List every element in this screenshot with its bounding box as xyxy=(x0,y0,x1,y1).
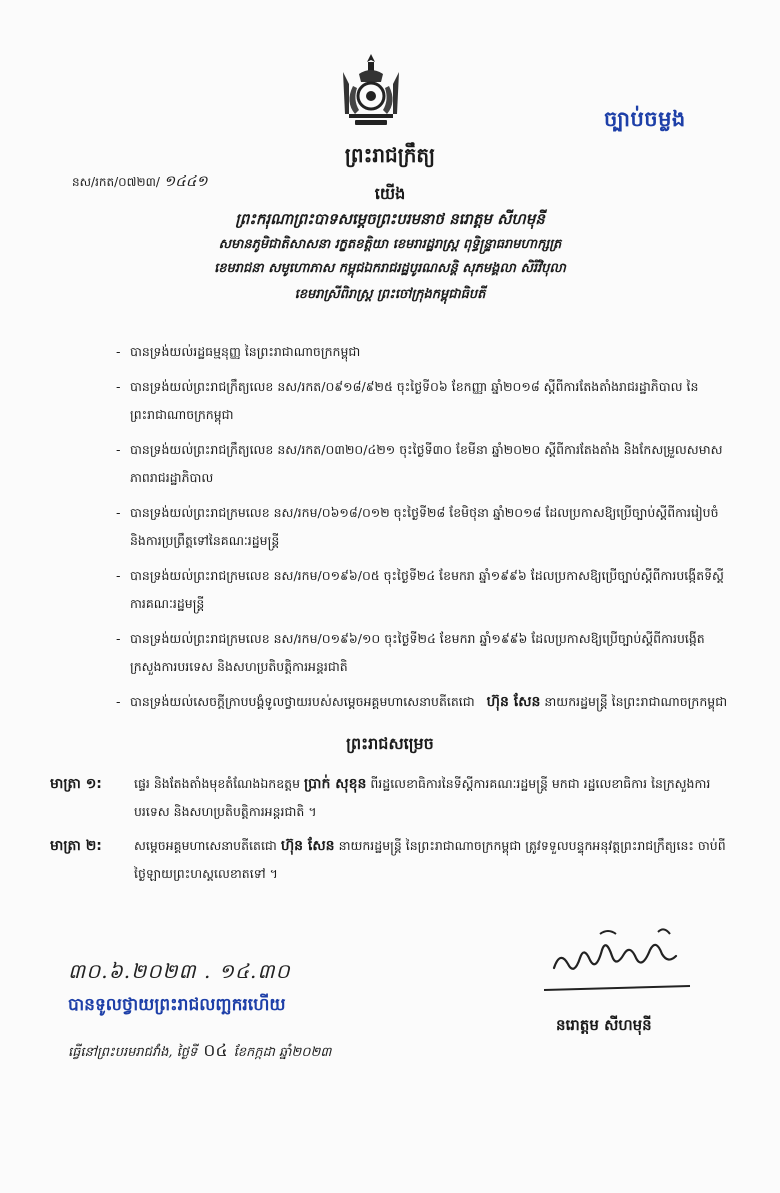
place-and-date: ធ្វើនៅព្រះបរមរាជវាំង, ថ្ងៃទី ០៤ ខែកក្កដា ឆ្នាំ២០២៣ xyxy=(68,1041,332,1061)
article-2-body: សម្តេចអគ្គមហាសេនាបតីតេជោ ហ៊ុន សែន នាយករដ្ឋមន្ត្រី នៃព្រះរាជាណាចក្រកម្ពុជា ត្រូវទទួលបន្ទុកអនុវត្តព្រះរាជក្រឹត្យនេះ ចាប់ពីថ្ងៃឡាយព្រះហស្តលេខាតទៅ ។ xyxy=(134,838,726,881)
reference-handwritten: ១៤៤១ xyxy=(163,172,208,190)
handwritten-date: ៣០.៦.២០២៣ . ១៤.៣០ xyxy=(68,959,291,983)
visa-text: បានទ្រង់យល់រដ្ឋធម្មនុញ្ញ នៃព្រះរាជាណាចក្រកម្ពុជា xyxy=(130,344,361,359)
visa-item: - បានទ្រង់យល់ព្រះរាជក្រឹត្យលេខ នស/រកត/០៩១៨/៩២៥ ចុះថ្ងៃទី០៦ ខែកញ្ញា ឆ្នាំ២០១៨ ស្តីពីការតែងតាំងរាជរដ្ឋាភិបាល នៃព្រះរាជាណាចក្រកម្ពុជា xyxy=(116,373,728,429)
visa-item: - បានទ្រង់យល់ព្រះរាជក្រមលេខ នស/រកម/០១៩៦/០៥ ចុះថ្ងៃទី២៤ ខែមករា ឆ្នាំ១៩៩៦ ដែលប្រកាសឱ្យប្រើច្បាប់ស្តីពីការបង្កើតទីស្តីការគណៈរដ្ឋមន្ត្រី xyxy=(116,562,728,618)
visa-list xyxy=(116,338,728,723)
seal-stamp: បានទូលថ្វាយព្រះរាជលញ្ឆករហើយ xyxy=(68,995,286,1015)
copy-stamp: ច្បាប់ចម្លង xyxy=(604,107,686,131)
appointee-name: ប្រាក់ សុខុន xyxy=(304,776,367,792)
reference-printed: នស/រកត/០៧២៣/ xyxy=(72,175,160,189)
decree-title: ព្រះរាជក្រឹត្យ xyxy=(344,143,436,167)
visa-text: បានទ្រង់យល់ព្រះរាជក្រមលេខ នស/រកម/០៦១៨/០១២ ចុះថ្ងៃទី២៨ ខែមិថុនា ឆ្នាំ២០១៨ ដែលប្រកាសឱ្យប្រើច្បាប់ស្តីពីការរៀបចំ និងការប្រព្រឹត្តទៅនៃគណៈរដ្ឋមន្ត្រី xyxy=(130,505,719,548)
pm-name: ហ៊ុន សែន xyxy=(486,694,541,710)
article-1-body: ផ្ទេរ និងតែងតាំងមុខតំណែងឯកឧត្តម ប្រាក់ សុខុន ពីរដ្ឋលេខាធិការនៃទីស្តីការគណៈរដ្ឋមន្ត្រី មកជា រដ្ឋលេខាធិការ នៃក្រសួងការបរទេស និងសហប្រតិបត្តិការអន្តរជាតិ ។ xyxy=(134,776,711,819)
visa-item: - បានទ្រង់យល់រដ្ឋធម្មនុញ្ញ នៃព្រះរាជាណាចក្រកម្ពុជា xyxy=(116,338,728,366)
visa-text: បានទ្រង់យល់ព្រះរាជក្រមលេខ នស/រកម/០១៩៦/១០ ចុះថ្ងៃទី២៤ ខែមករា ឆ្នាំ១៩៩៦ ដែលប្រកាសឱ្យប្រើច្បាប់ស្តីពីការបង្កើតក្រសួងការបរទេស និងសហប្រតិបត្តិការអន្តរជាតិ xyxy=(130,631,705,674)
visa-item: - បានទ្រង់យល់សេចក្តីក្រាបបង្គំទូលថ្វាយរបស់សម្តេចអគ្គមហាសេនាបតីតេជោ ហ៊ុន សែន នាយករដ្ឋមន្ត្រី នៃព្រះរាជាណាចក្រកម្ពុជា xyxy=(116,688,728,716)
article-1 xyxy=(50,770,730,826)
visa-item: - បានទ្រង់យល់ព្រះរាជក្រមលេខ នស/រកម/០១៩៦/១០ ចុះថ្ងៃទី២៤ ខែមករា ឆ្នាំ១៩៩៦ ដែលប្រកាសឱ្យប្រើច្បាប់ស្តីពីការបង្កើតក្រសួងការបរទេស និងសហប្រតិបត្តិការអន្តរជាតិ xyxy=(116,625,728,681)
visa-text: បានទ្រង់យល់ព្រះរាជក្រឹត្យលេខ នស/រកត/០៣២០/៤២១ ចុះថ្ងៃទី៣០ ខែមីនា ឆ្នាំ២០២០ ស្តីពីការតែងតាំង និងកែសម្រួលសមាសភាពរាជរដ្ឋាភិបាល xyxy=(130,442,723,485)
article-2 xyxy=(50,832,730,888)
article-2-label: មាត្រា ២: xyxy=(50,838,102,854)
signature-mark xyxy=(530,920,700,1000)
visa-item: - បានទ្រង់យល់ព្រះរាជក្រឹត្យលេខ នស/រកត/០៣២០/៤២១ ចុះថ្ងៃទី៣០ ខែមីនា ឆ្នាំ២០២០ ស្តីពីការតែងតាំង និងកែសម្រួលសមាសភាពរាជរដ្ឋាភិបាល xyxy=(116,436,728,492)
king-title-line-1: ព្រះករុណាព្រះបាទសម្តេចព្រះបរមនាថ នរោត្តម សីហមុនី xyxy=(235,210,545,228)
king-title-line-3: ខេមរាជនា សមូហោភាស កម្ពុជឯករាជរដ្ឋបូរណសន្តិ សុភមង្គលា សិរីវិបុលា xyxy=(214,261,566,276)
day-number: ០៤ xyxy=(203,1041,228,1061)
king-title-line-4: ខេមរាស្រីពិរាស្ត្រ ព្រះចៅក្រុងកម្ពុជាធិបតី xyxy=(294,287,486,302)
we-heading: យើង xyxy=(374,184,406,203)
article-1-label: មាត្រា ១: xyxy=(50,776,102,792)
visa-text: បានទ្រង់យល់សេចក្តីក្រាបបង្គំទូលថ្វាយរបស់សម្តេចអគ្គមហាសេនាបតីតេជោ ហ៊ុន សែន នាយករដ្ឋមន្ត្រី នៃព្រះរាជាណាចក្រកម្ពុជា xyxy=(130,694,728,710)
pm-name: ហ៊ុន សែន xyxy=(280,838,335,854)
decides-heading: ព្រះរាជសម្រេច xyxy=(346,734,434,753)
royal-crest-icon xyxy=(335,52,407,128)
king-title-line-2: សមានភូមិជាតិសាសនា រក្ខតខត្តិយា ខេមរារដ្ឋរាស្ត្រ ពុទ្ធិន្ទ្រាធរាមហាក្សត្រ xyxy=(218,237,562,252)
visa-text: បានទ្រង់យល់ព្រះរាជក្រឹត្យលេខ នស/រកត/០៩១៨/៩២៥ ចុះថ្ងៃទី០៦ ខែកញ្ញា ឆ្នាំ២០១៨ ស្តីពីការតែងតាំងរាជរដ្ឋាភិបាល នៃព្រះរាជាណាចក្រកម្ពុជា xyxy=(130,379,699,422)
visa-item: - បានទ្រង់យល់ព្រះរាជក្រមលេខ នស/រកម/០៦១៨/០១២ ចុះថ្ងៃទី២៨ ខែមិថុនា ឆ្នាំ២០១៨ ដែលប្រកាសឱ្យប្រើច្បាប់ស្តីពីការរៀបចំ និងការប្រព្រឹត្តទៅនៃគណៈរដ្ឋមន្ត្រី xyxy=(116,499,728,555)
signatory-name: នរោត្តម សីហមុនី xyxy=(556,1016,652,1034)
visa-text: បានទ្រង់យល់ព្រះរាជក្រមលេខ នស/រកម/០១៩៦/០៥ ចុះថ្ងៃទី២៤ ខែមករា ឆ្នាំ១៩៩៦ ដែលប្រកាសឱ្យប្រើច្បាប់ស្តីពីការបង្កើតទីស្តីការគណៈរដ្ឋមន្ត្រី xyxy=(130,568,724,611)
